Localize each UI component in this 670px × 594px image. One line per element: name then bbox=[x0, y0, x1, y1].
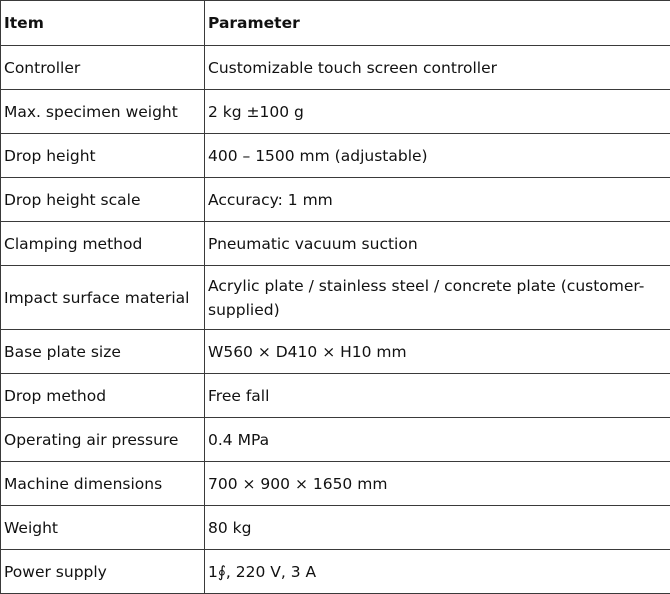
parameter-cell: 700 × 900 × 1650 mm bbox=[205, 462, 670, 506]
parameter-cell: 1∮, 220 V, 3 A bbox=[205, 550, 670, 594]
parameter-cell: 2 kg ±100 g bbox=[205, 90, 670, 134]
item-cell: Drop height scale bbox=[1, 178, 205, 222]
table-row bbox=[1, 134, 670, 178]
parameter-cell: W560 × D410 × H10 mm bbox=[205, 330, 670, 374]
table-row bbox=[1, 418, 670, 462]
table-row bbox=[1, 330, 670, 374]
table-header-row bbox=[1, 1, 670, 46]
parameter-cell: Accuracy: 1 mm bbox=[205, 178, 670, 222]
table-row bbox=[1, 550, 670, 594]
item-cell: Drop method bbox=[1, 374, 205, 418]
parameter-cell: Customizable touch screen controller bbox=[205, 46, 670, 90]
item-cell: Weight bbox=[1, 506, 205, 550]
table-row bbox=[1, 222, 670, 266]
parameter-cell: Acrylic plate / stainless steel / concrete plate (customer-supplied) bbox=[205, 266, 670, 330]
header-item: Item bbox=[1, 1, 205, 46]
item-cell: Machine dimensions bbox=[1, 462, 205, 506]
parameter-cell: 0.4 MPa bbox=[205, 418, 670, 462]
table-row bbox=[1, 90, 670, 134]
item-cell: Impact surface material bbox=[1, 266, 205, 330]
table-row bbox=[1, 178, 670, 222]
item-cell: Max. specimen weight bbox=[1, 90, 205, 134]
table-row bbox=[1, 506, 670, 550]
parameter-cell: 400 – 1500 mm (adjustable) bbox=[205, 134, 670, 178]
parameter-cell: 80 kg bbox=[205, 506, 670, 550]
item-cell: Operating air pressure bbox=[1, 418, 205, 462]
table-row bbox=[1, 266, 670, 330]
header-parameter: Parameter bbox=[205, 1, 670, 46]
table-row bbox=[1, 462, 670, 506]
item-cell: Drop height bbox=[1, 134, 205, 178]
parameter-cell: Free fall bbox=[205, 374, 670, 418]
item-cell: Power supply bbox=[1, 550, 205, 594]
table-row bbox=[1, 374, 670, 418]
item-cell: Clamping method bbox=[1, 222, 205, 266]
table-row bbox=[1, 46, 670, 90]
parameter-cell: Pneumatic vacuum suction bbox=[205, 222, 670, 266]
item-cell: Base plate size bbox=[1, 330, 205, 374]
item-cell: Controller bbox=[1, 46, 205, 90]
